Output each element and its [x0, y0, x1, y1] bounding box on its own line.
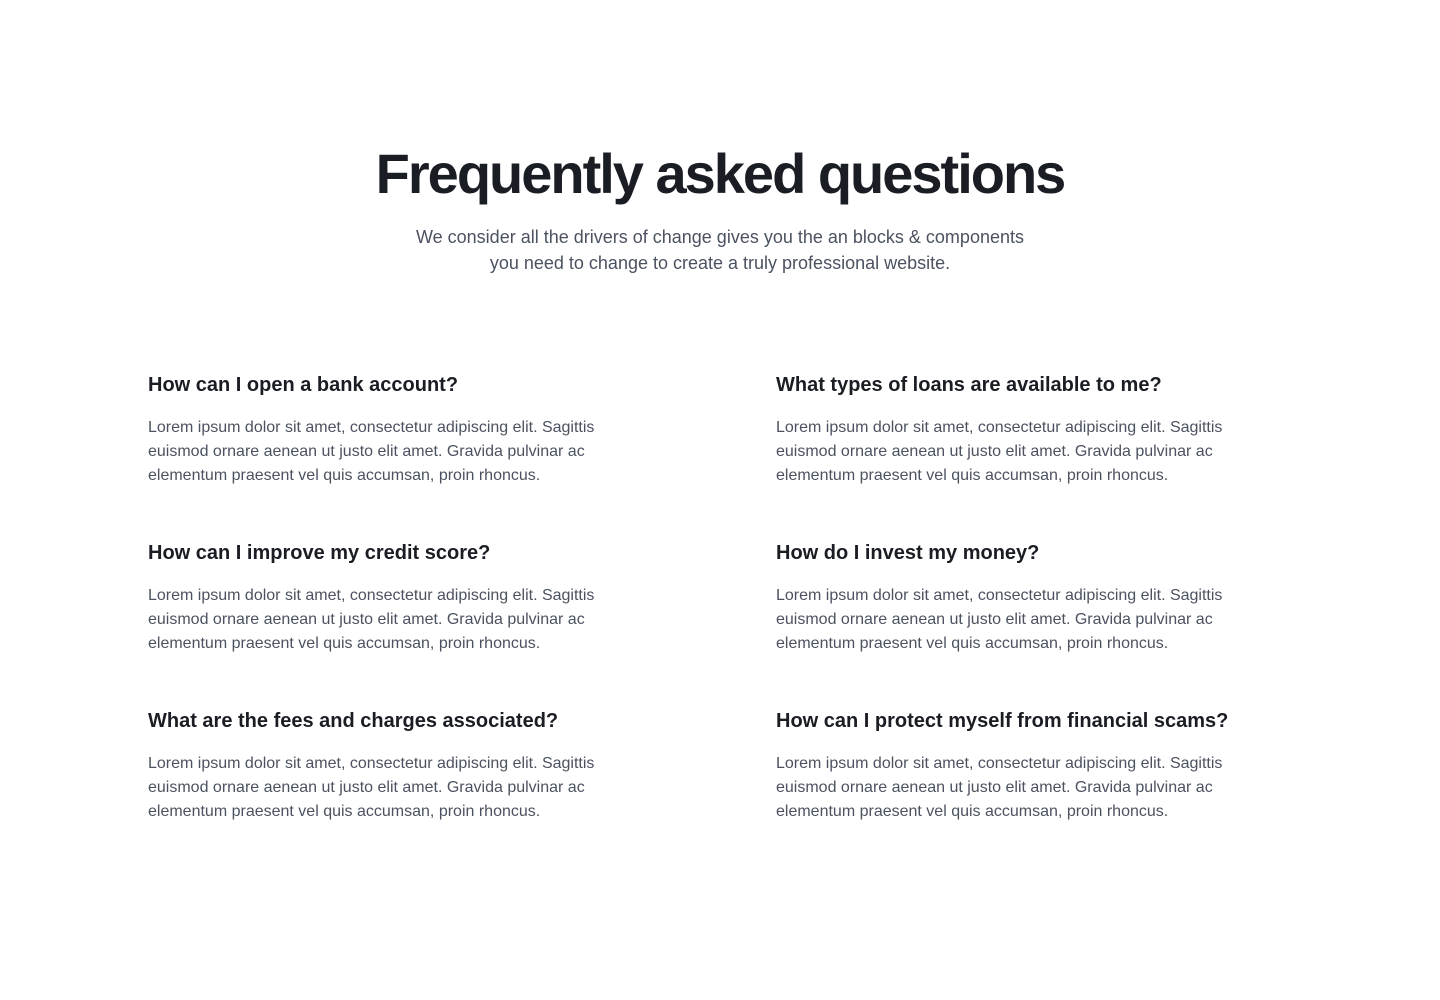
faq-item-financial-scams — [776, 706, 1276, 824]
faq-answer: Lorem ipsum dolor sit amet, consectetur adipiscing elit. Sagittis euismod ornare aenean ut justo elit amet. Gravida pulvinar ac elementum praesent vel quis accumsan, proin rhoncus. — [148, 419, 595, 484]
page-title: Frequently asked questions — [375, 142, 1065, 205]
faq-question: How can I protect myself from financial scams? — [776, 710, 1229, 732]
faq-question: What are the fees and charges associated? — [148, 710, 559, 732]
faq-question: How can I improve my credit score? — [148, 542, 491, 564]
faq-grid — [148, 370, 1292, 824]
faq-item-invest-money — [776, 538, 1276, 656]
faq-question: What types of loans are available to me? — [776, 374, 1162, 396]
faq-answer: Lorem ipsum dolor sit amet, consectetur adipiscing elit. Sagittis euismod ornare aenean ut justo elit amet. Gravida pulvinar ac elementum praesent vel quis accumsan, proin rhoncus. — [776, 587, 1223, 652]
faq-item-credit-score — [148, 538, 628, 656]
faq-item-open-bank-account — [148, 370, 628, 488]
faq-answer: Lorem ipsum dolor sit amet, consectetur adipiscing elit. Sagittis euismod ornare aenean ut justo elit amet. Gravida pulvinar ac elementum praesent vel quis accumsan, proin rhoncus. — [148, 755, 595, 820]
faq-question: How do I invest my money? — [776, 542, 1040, 564]
faq-item-fees-charges — [148, 706, 628, 824]
faq-answer: Lorem ipsum dolor sit amet, consectetur adipiscing elit. Sagittis euismod ornare aenean ut justo elit amet. Gravida pulvinar ac elementum praesent vel quis accumsan, proin rhoncus. — [776, 755, 1223, 820]
faq-answer: Lorem ipsum dolor sit amet, consectetur adipiscing elit. Sagittis euismod ornare aenean ut justo elit amet. Gravida pulvinar ac elementum praesent vel quis accumsan, proin rhoncus. — [776, 419, 1223, 484]
page-subtitle: We consider all the drivers of change gives you the an blocks & components you need to change to create a truly professional website. — [415, 227, 1024, 273]
faq-item-loan-types — [776, 370, 1276, 488]
faq-header — [0, 138, 1440, 276]
faq-question: How can I open a bank account? — [148, 374, 459, 396]
faq-answer: Lorem ipsum dolor sit amet, consectetur adipiscing elit. Sagittis euismod ornare aenean ut justo elit amet. Gravida pulvinar ac elementum praesent vel quis accumsan, proin rhoncus. — [148, 587, 595, 652]
